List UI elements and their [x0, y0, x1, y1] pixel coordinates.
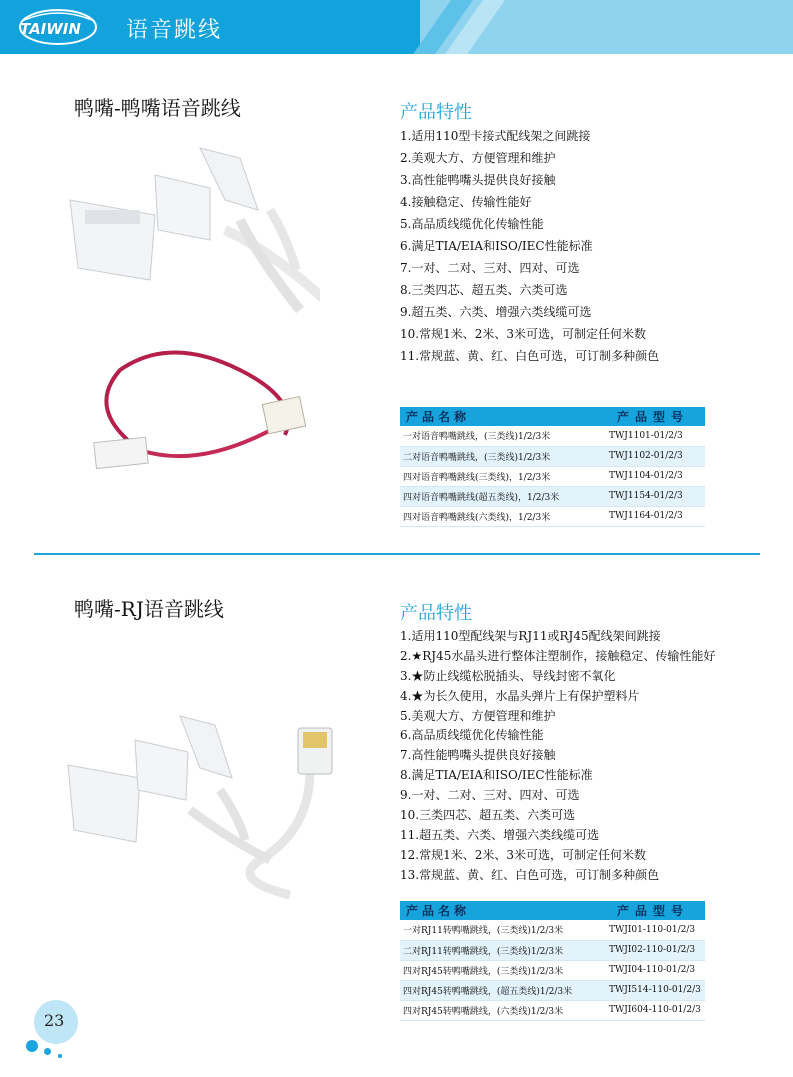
section2-product-table — [400, 901, 705, 1021]
feature-item: 3.★防止线缆松脱插头、导线封密不氧化 — [400, 668, 616, 683]
feature-item: 2.★RJ45水晶头进行整体注塑制作，接触稳定、传输性能好 — [400, 648, 716, 663]
feature-item: 8.三类四芯、超五类、六类可选 — [400, 283, 568, 297]
feature-item: 7.高性能鸭嘴头提供良好接触 — [400, 748, 556, 763]
feature-item: 1.适用110型配线架与RJ11或RJ45配线架间跳接 — [400, 629, 661, 643]
feature-item: 11.超五类、六类、增强六类线缆可选 — [400, 827, 600, 842]
product-model-cell: TWJ1164-01/2/3 — [605, 506, 705, 526]
table-row — [400, 980, 705, 1000]
product-model-cell: TWJI01-110-01/2/3 — [605, 920, 705, 940]
table-row — [400, 920, 705, 940]
product-model-cell: TWJI04-110-01/2/3 — [605, 960, 705, 980]
feature-item: 9.超五类、六类、增强六类线缆可选 — [400, 305, 592, 319]
table-row — [400, 446, 705, 466]
product-name-cell: 四对语音鸭嘴跳线(超五类线)，1/2/3米 — [400, 486, 605, 506]
product-name-cell: 一对语音鸭嘴跳线，(三类线)1/2/3米 — [400, 426, 605, 446]
table-header-row — [400, 407, 705, 426]
feature-item: 7.一对、二对、三对、四对、可选 — [400, 261, 580, 275]
table-header-row — [400, 901, 705, 920]
feature-item: 9.一对、二对、三对、四对、可选 — [400, 788, 580, 803]
product-name-cell: 四对语音鸭嘴跳线(三类线)，1/2/3米 — [400, 466, 605, 486]
page-header-title: 语音跳线 — [126, 18, 223, 43]
brand-logo — [18, 6, 98, 48]
table-row — [400, 506, 705, 526]
feature-item: 13.常规蓝、黄、红、白色可选，可订制多种颜色 — [400, 867, 660, 882]
product-name-cell: 一对RJ11转鸭嘴跳线，(三类线)1/2/3米 — [400, 920, 605, 940]
decor-dot — [44, 1048, 51, 1055]
feature-item: 5.高品质线缆优化传输性能 — [400, 217, 544, 231]
feature-item: 12.常规1米、2米、3米可选，可制定任何米数 — [400, 847, 646, 862]
product-model-cell: TWJ1101-01/2/3 — [605, 426, 705, 446]
product-model-cell: TWJI02-110-01/2/3 — [605, 940, 705, 960]
table-row — [400, 1000, 705, 1020]
duckbill-rj-patch-cord-image — [60, 710, 360, 900]
product-model-cell: TWJ1154-01/2/3 — [605, 486, 705, 506]
decor-dot — [58, 1054, 62, 1058]
column-header-model: 产品型号 — [605, 407, 705, 426]
product-name-cell: 二对语音鸭嘴跳线，(三类线)1/2/3米 — [400, 446, 605, 466]
feature-item: 6.满足TIA/EIA和ISO/IEC性能标准 — [400, 239, 593, 253]
section1-feature-list — [400, 125, 659, 367]
feature-item: 10.三类四芯、超五类、六类可选 — [400, 808, 576, 823]
table-row — [400, 466, 705, 486]
red-patch-cable-image — [80, 340, 320, 500]
section1-product-table — [400, 407, 705, 527]
feature-item: 1.适用110型卡接式配线架之间跳接 — [400, 129, 591, 143]
page-header — [0, 0, 793, 54]
table-row — [400, 486, 705, 506]
column-header-name: 产品名称 — [400, 901, 605, 920]
product-name-cell: 四对RJ45转鸭嘴跳线，(超五类线)1/2/3米 — [400, 980, 605, 1000]
column-header-name: 产品名称 — [400, 407, 605, 426]
feature-item: 10.常规1米、2米、3米可选，可制定任何米数 — [400, 327, 646, 341]
product-model-cell: TWJ1104-01/2/3 — [605, 466, 705, 486]
duckbill-patch-cord-image — [60, 140, 320, 330]
product-model-cell: TWJ1102-01/2/3 — [605, 446, 705, 466]
decor-dot — [26, 1040, 38, 1052]
feature-item: 2.美观大方、方便管理和维护 — [400, 151, 556, 165]
section2-title: 鸭嘴-RJ语音跳线 — [74, 597, 224, 621]
page-number: 23 — [44, 1011, 65, 1030]
section-divider — [34, 553, 760, 555]
product-model-cell: TWJI604-110-01/2/3 — [605, 1000, 705, 1020]
product-model-cell: TWJI514-110-01/2/3 — [605, 980, 705, 1000]
logo-text: TAIWIN — [20, 20, 81, 38]
feature-item: 8.满足TIA/EIA和ISO/IEC性能标准 — [400, 768, 593, 783]
section1-title: 鸭嘴-鸭嘴语音跳线 — [74, 96, 241, 120]
section2-feature-list — [400, 627, 715, 886]
column-header-model: 产品型号 — [605, 901, 705, 920]
table-row — [400, 940, 705, 960]
feature-item: 5.美观大方、方便管理和维护 — [400, 708, 556, 723]
feature-item: 11.常规蓝、黄、红、白色可选，可订制多种颜色 — [400, 349, 660, 363]
feature-item: 3.高性能鸭嘴头提供良好接触 — [400, 173, 556, 187]
feature-item: 6.高品质线缆优化传输性能 — [400, 728, 544, 743]
product-name-cell: 二对RJ11转鸭嘴跳线，(三类线)1/2/3米 — [400, 940, 605, 960]
product-name-cell: 四对RJ45转鸭嘴跳线，(三类线)1/2/3米 — [400, 960, 605, 980]
table-row — [400, 426, 705, 446]
product-name-cell: 四对RJ45转鸭嘴跳线，(六类线)1/2/3米 — [400, 1000, 605, 1020]
table-row — [400, 960, 705, 980]
section2-features-title: 产品特性 — [400, 603, 472, 624]
product-name-cell: 四对语音鸭嘴跳线(六类线)，1/2/3米 — [400, 506, 605, 526]
feature-item: 4.★为长久使用，水晶头弹片上有保护塑料片 — [400, 688, 640, 703]
section1-features-title: 产品特性 — [400, 102, 472, 123]
feature-item: 4.接触稳定、传输性能好 — [400, 195, 532, 209]
